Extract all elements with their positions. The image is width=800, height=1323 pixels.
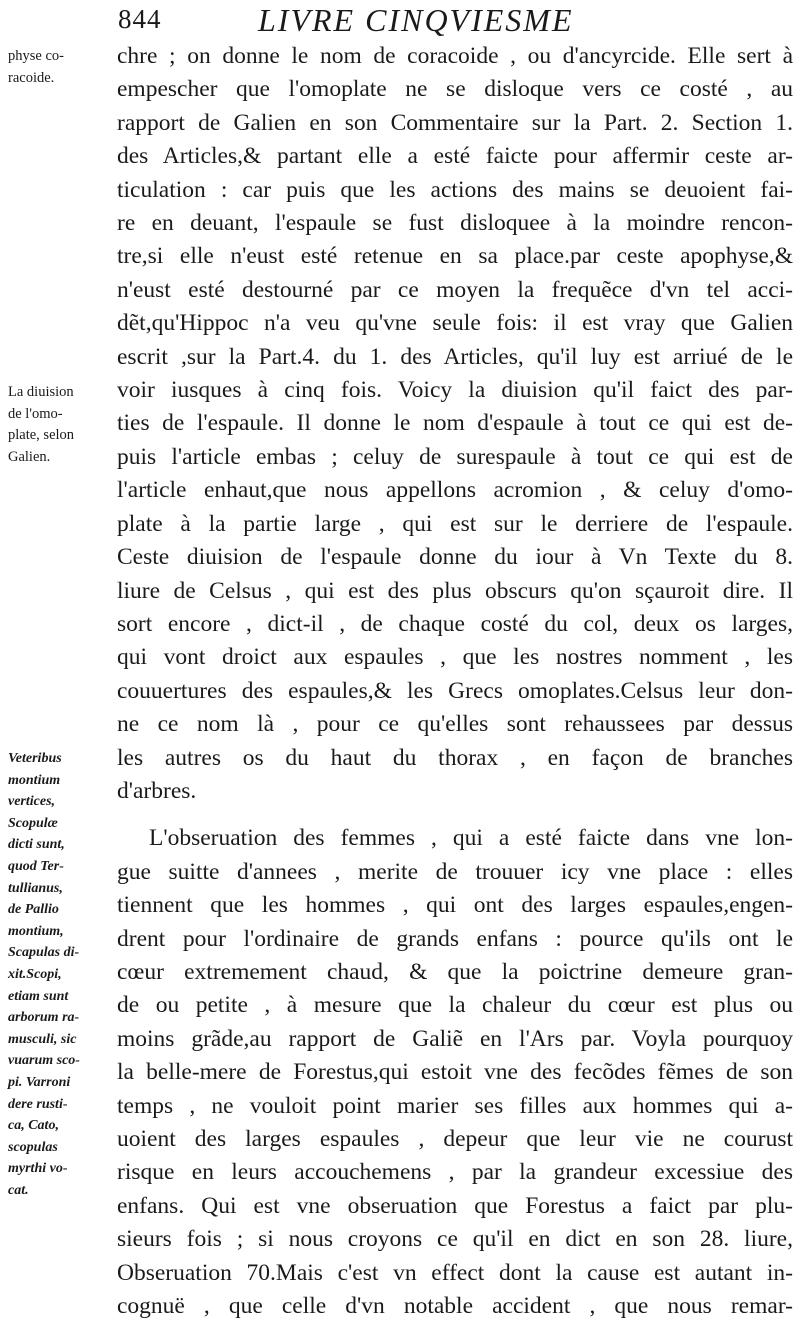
page-number: 844 xyxy=(118,4,162,34)
text-line: chre ; on donne le nom de coracoide , ou d'ancyrcide. Elle sert à xyxy=(117,43,793,69)
text-line: drent pour l'ordinaire de grands enfans : pource qu'ils ont le xyxy=(117,925,793,952)
margin-note-coracoide xyxy=(8,46,113,89)
text-line: couuertures des espaules,& les Grecs omoplates.Celsus leur don- xyxy=(117,677,793,704)
margin-note-line: plate, selon xyxy=(8,427,75,443)
margin-note-line: arborum ra- xyxy=(8,1010,80,1026)
text-line: de ou petite , à mesure que la chaleur du cœur est plus ou xyxy=(117,992,793,1019)
text-line: puis l'article embas ; celuy de surespaule à tout ce qui est de xyxy=(117,443,793,470)
text-line: moins grãde,au rapport de Galiẽ en l'Ars par. Voyla pourquoy xyxy=(117,1025,793,1052)
margin-note-line: scopulas xyxy=(8,1139,58,1155)
paragraph-obseruation xyxy=(117,822,793,1323)
text-line: ticulation : car puis que les actions des mains se deuoient fai- xyxy=(117,176,793,203)
text-line: tiennent que les hommes , qui ont des larges espaules,engen- xyxy=(117,892,793,919)
margin-note-line: tullianus, xyxy=(8,880,63,896)
text-line: dẽt,qu'Hippoc n'a veu qu'vne seule fois: il est vray que Galien xyxy=(117,310,793,337)
margin-note-line: racoide. xyxy=(8,69,55,86)
margin-note-line: dicti sunt, xyxy=(8,837,65,853)
margin-note-line: cat. xyxy=(8,1182,29,1198)
text-line: la belle-mere de Forestus,qui estoit vne des fecõdes fẽmes de son xyxy=(117,1059,793,1086)
text-line: re en deuant, l'espaule se fust disloquee à la moindre rencon- xyxy=(117,210,793,237)
text-line: rapport de Galien en son Commentaire sur la Part. 2. Section 1. xyxy=(117,109,793,136)
margin-note-line: de Pallio xyxy=(8,902,59,918)
text-line: L'obseruation des femmes , qui a esté faicte dans vne lon- xyxy=(149,825,793,852)
margin-note-line: etiam sunt xyxy=(8,988,69,1004)
text-line: n'eust esté destourné par ce moyen la frequẽce d'vn tel acci- xyxy=(117,276,793,303)
margin-note-line: xit.Scopi, xyxy=(8,966,62,982)
text-line: Ceste diuision de l'espaule donne du iour à Vn Texte du 8. xyxy=(117,544,793,571)
text-line: risque en leurs accouchemens , par la grandeur excessiue des xyxy=(117,1159,793,1186)
text-line: sieurs fois ; si nous croyons ce qu'il en dict en son 28. liure, xyxy=(117,1226,793,1253)
margin-note-line: Scapulas di- xyxy=(8,945,80,961)
paragraph-espaule xyxy=(117,40,793,808)
text-line: des Articles,& partant elle a esté faicte pour affermir ceste ar- xyxy=(117,143,793,170)
text-line: Obseruation 70.Mais c'est vn effect dont la cause est autant in- xyxy=(117,1259,793,1286)
margin-note-line: La diuision xyxy=(8,384,74,400)
text-line: enfans. Qui est vne obseruation que Forestus a faict par plu- xyxy=(117,1192,793,1219)
margin-note-line: Galien. xyxy=(8,448,51,465)
margin-note-line: montium xyxy=(8,772,61,788)
text-line: empescher que l'omoplate ne se disloque vers ce costé , au xyxy=(117,76,793,103)
text-line: escrit ,sur la Part.4. du 1. des Articles, qu'il luy est arriué de le xyxy=(117,343,793,370)
margin-note-line: musculi, sic xyxy=(8,1031,77,1047)
margin-note-line: pi. Varroni xyxy=(8,1074,71,1090)
margin-note-line: vertices, xyxy=(8,794,56,810)
text-line: cœur extremement chaud, & que la poictrine demeure gran- xyxy=(117,958,793,985)
text-line: liure de Celsus , qui est des plus obscurs qu'on sçauroit dire. Il xyxy=(117,577,793,604)
margin-note-line: Veteribus xyxy=(8,751,62,766)
margin-note-line: myrthi vo- xyxy=(8,1161,68,1177)
text-line: les autres os du haut du thorax , en façon de branches xyxy=(117,744,793,771)
text-line: voir iusques à cinq fois. Voicy la diuision qu'il faict des par- xyxy=(117,377,793,404)
running-head xyxy=(118,2,790,42)
margin-note-line: vuarum sco- xyxy=(8,1053,80,1069)
text-line: ne ce nom là , pour ce qu'elles sont rehaussees par dessus xyxy=(117,711,793,738)
margin-note-line: Scopulæ xyxy=(8,815,58,831)
margin-note-diuision xyxy=(8,382,113,468)
text-line: uoient des larges espaules , depeur que leur vie ne courust xyxy=(117,1126,793,1152)
margin-note-line: ca, Cato, xyxy=(8,1118,59,1134)
text-line: qui vont droict aux espaules , que les nostres nomment , les xyxy=(117,644,793,671)
margin-note-line: quod Ter- xyxy=(8,858,64,874)
margin-note-line: physe co- xyxy=(8,48,64,64)
text-line: ties de l'espaule. Il donne le nom d'espaule à tout ce qui est de- xyxy=(117,410,793,437)
text-line: sort encore , dict-il , de chaque costé du col, deux os larges, xyxy=(117,610,793,637)
margin-note-line: dere rusti- xyxy=(8,1096,68,1112)
text-line: cognuë , que celle d'vn notable accident , que nous remar- xyxy=(117,1293,793,1320)
margin-note-line: de l'omo- xyxy=(8,405,63,422)
text-line: tre,si elle n'eust esté retenue en sa place.par ceste apophyse,& xyxy=(117,243,793,270)
text-line: d'arbres. xyxy=(117,777,197,804)
margin-note-latin xyxy=(8,748,113,1201)
body-text xyxy=(117,40,793,1323)
margin-note-line: montium, xyxy=(8,923,64,939)
text-line: plate à la partie large , qui est sur le derriere de l'espaule. xyxy=(117,510,793,537)
text-line: temps , ne vouloit point marier ses filles aux hommes qui a- xyxy=(117,1092,793,1119)
running-title: LIVRE CINQVIESME xyxy=(258,2,574,38)
text-line: gue suitte d'annees , merite de trouuer icy vne place : elles xyxy=(117,858,793,885)
text-line: l'article enhaut,que nous appellons acromion , & celuy d'omo- xyxy=(117,477,793,504)
